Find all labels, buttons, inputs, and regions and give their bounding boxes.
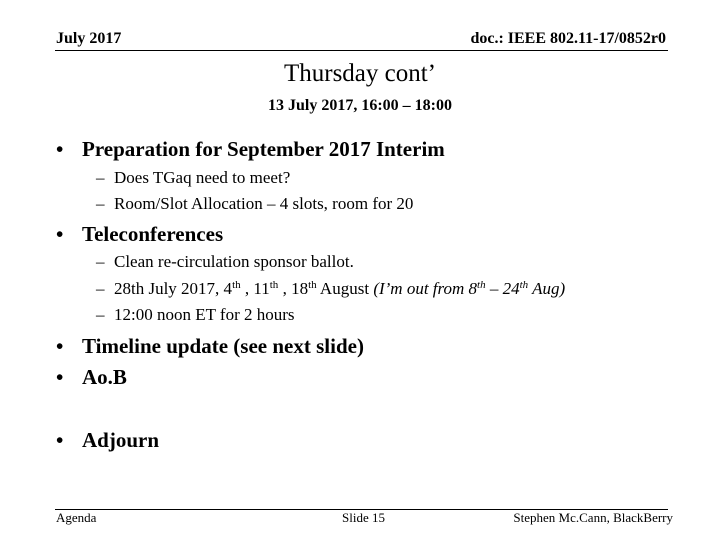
- bullet-marker: •: [56, 428, 64, 452]
- bullet-text: Preparation for September 2017 Interim: [82, 137, 445, 161]
- bullet-text: Ao.B: [82, 365, 127, 389]
- bullet-marker: •: [56, 137, 64, 161]
- bullet-preparation: [56, 137, 445, 162]
- sub-bullet-room-slot: [96, 194, 413, 214]
- dates-text: August: [316, 279, 374, 298]
- bullet-marker: •: [56, 365, 64, 389]
- note-text: – 24: [485, 279, 520, 298]
- bullet-teleconferences: [56, 222, 223, 247]
- footer-author: Stephen Mc.Cann, BlackBerry: [513, 510, 673, 525]
- slide-subtitle: 13 July 2017, 16:00 – 18:00: [268, 97, 452, 114]
- ordinal-suffix: th: [232, 279, 241, 291]
- ordinal-suffix: th: [269, 279, 279, 291]
- footer-agenda: Agenda: [56, 510, 97, 525]
- ordinal-suffix: th: [477, 279, 486, 291]
- bullet-adjourn: [56, 428, 159, 453]
- bullet-text: Adjourn: [82, 428, 160, 452]
- ordinal-suffix: th: [519, 279, 529, 291]
- note-text: (I’m out from 8: [373, 279, 478, 298]
- slide-title: Thursday cont’: [283, 60, 437, 87]
- ordinal-suffix: th: [308, 279, 317, 291]
- dash-marker: –: [96, 279, 105, 298]
- sub-bullet-tgaq-meet: [96, 168, 290, 188]
- dash-marker: –: [96, 252, 105, 271]
- sub-bullet-text: Does TGaq need to meet?: [114, 168, 291, 187]
- dates-text: 28th July 2017, 4: [114, 279, 233, 298]
- note-text: Aug): [528, 279, 566, 298]
- sub-bullet-text: Room/Slot Allocation – 4 slots, room for 20: [114, 194, 414, 213]
- sub-bullet-dates: [96, 279, 565, 299]
- bullet-marker: •: [56, 334, 64, 358]
- bullet-timeline: [56, 334, 364, 359]
- dates-text: , 18: [278, 279, 309, 298]
- sub-bullet-noon-et: [96, 305, 295, 325]
- header-rule: [55, 50, 668, 51]
- absence-note: [373, 279, 565, 298]
- bullet-aob: [56, 365, 127, 390]
- dash-marker: –: [96, 305, 105, 324]
- dates-text: , 11: [240, 279, 270, 298]
- sub-bullet-text: 12:00 noon ET for 2 hours: [114, 305, 295, 324]
- header-doc-id: doc.: IEEE 802.11-17/0852r0: [470, 30, 666, 47]
- bullet-text: Teleconferences: [82, 222, 224, 246]
- bullet-marker: •: [56, 222, 64, 246]
- dash-marker: –: [96, 168, 105, 187]
- sub-bullet-recirculation: [96, 252, 354, 272]
- header-date: July 2017: [56, 30, 122, 47]
- dash-marker: –: [96, 194, 105, 213]
- sub-bullet-text: Clean re-circulation sponsor ballot.: [114, 252, 354, 271]
- footer-slide-number: Slide 15: [342, 510, 385, 525]
- bullet-text: Timeline update (see next slide): [82, 334, 364, 358]
